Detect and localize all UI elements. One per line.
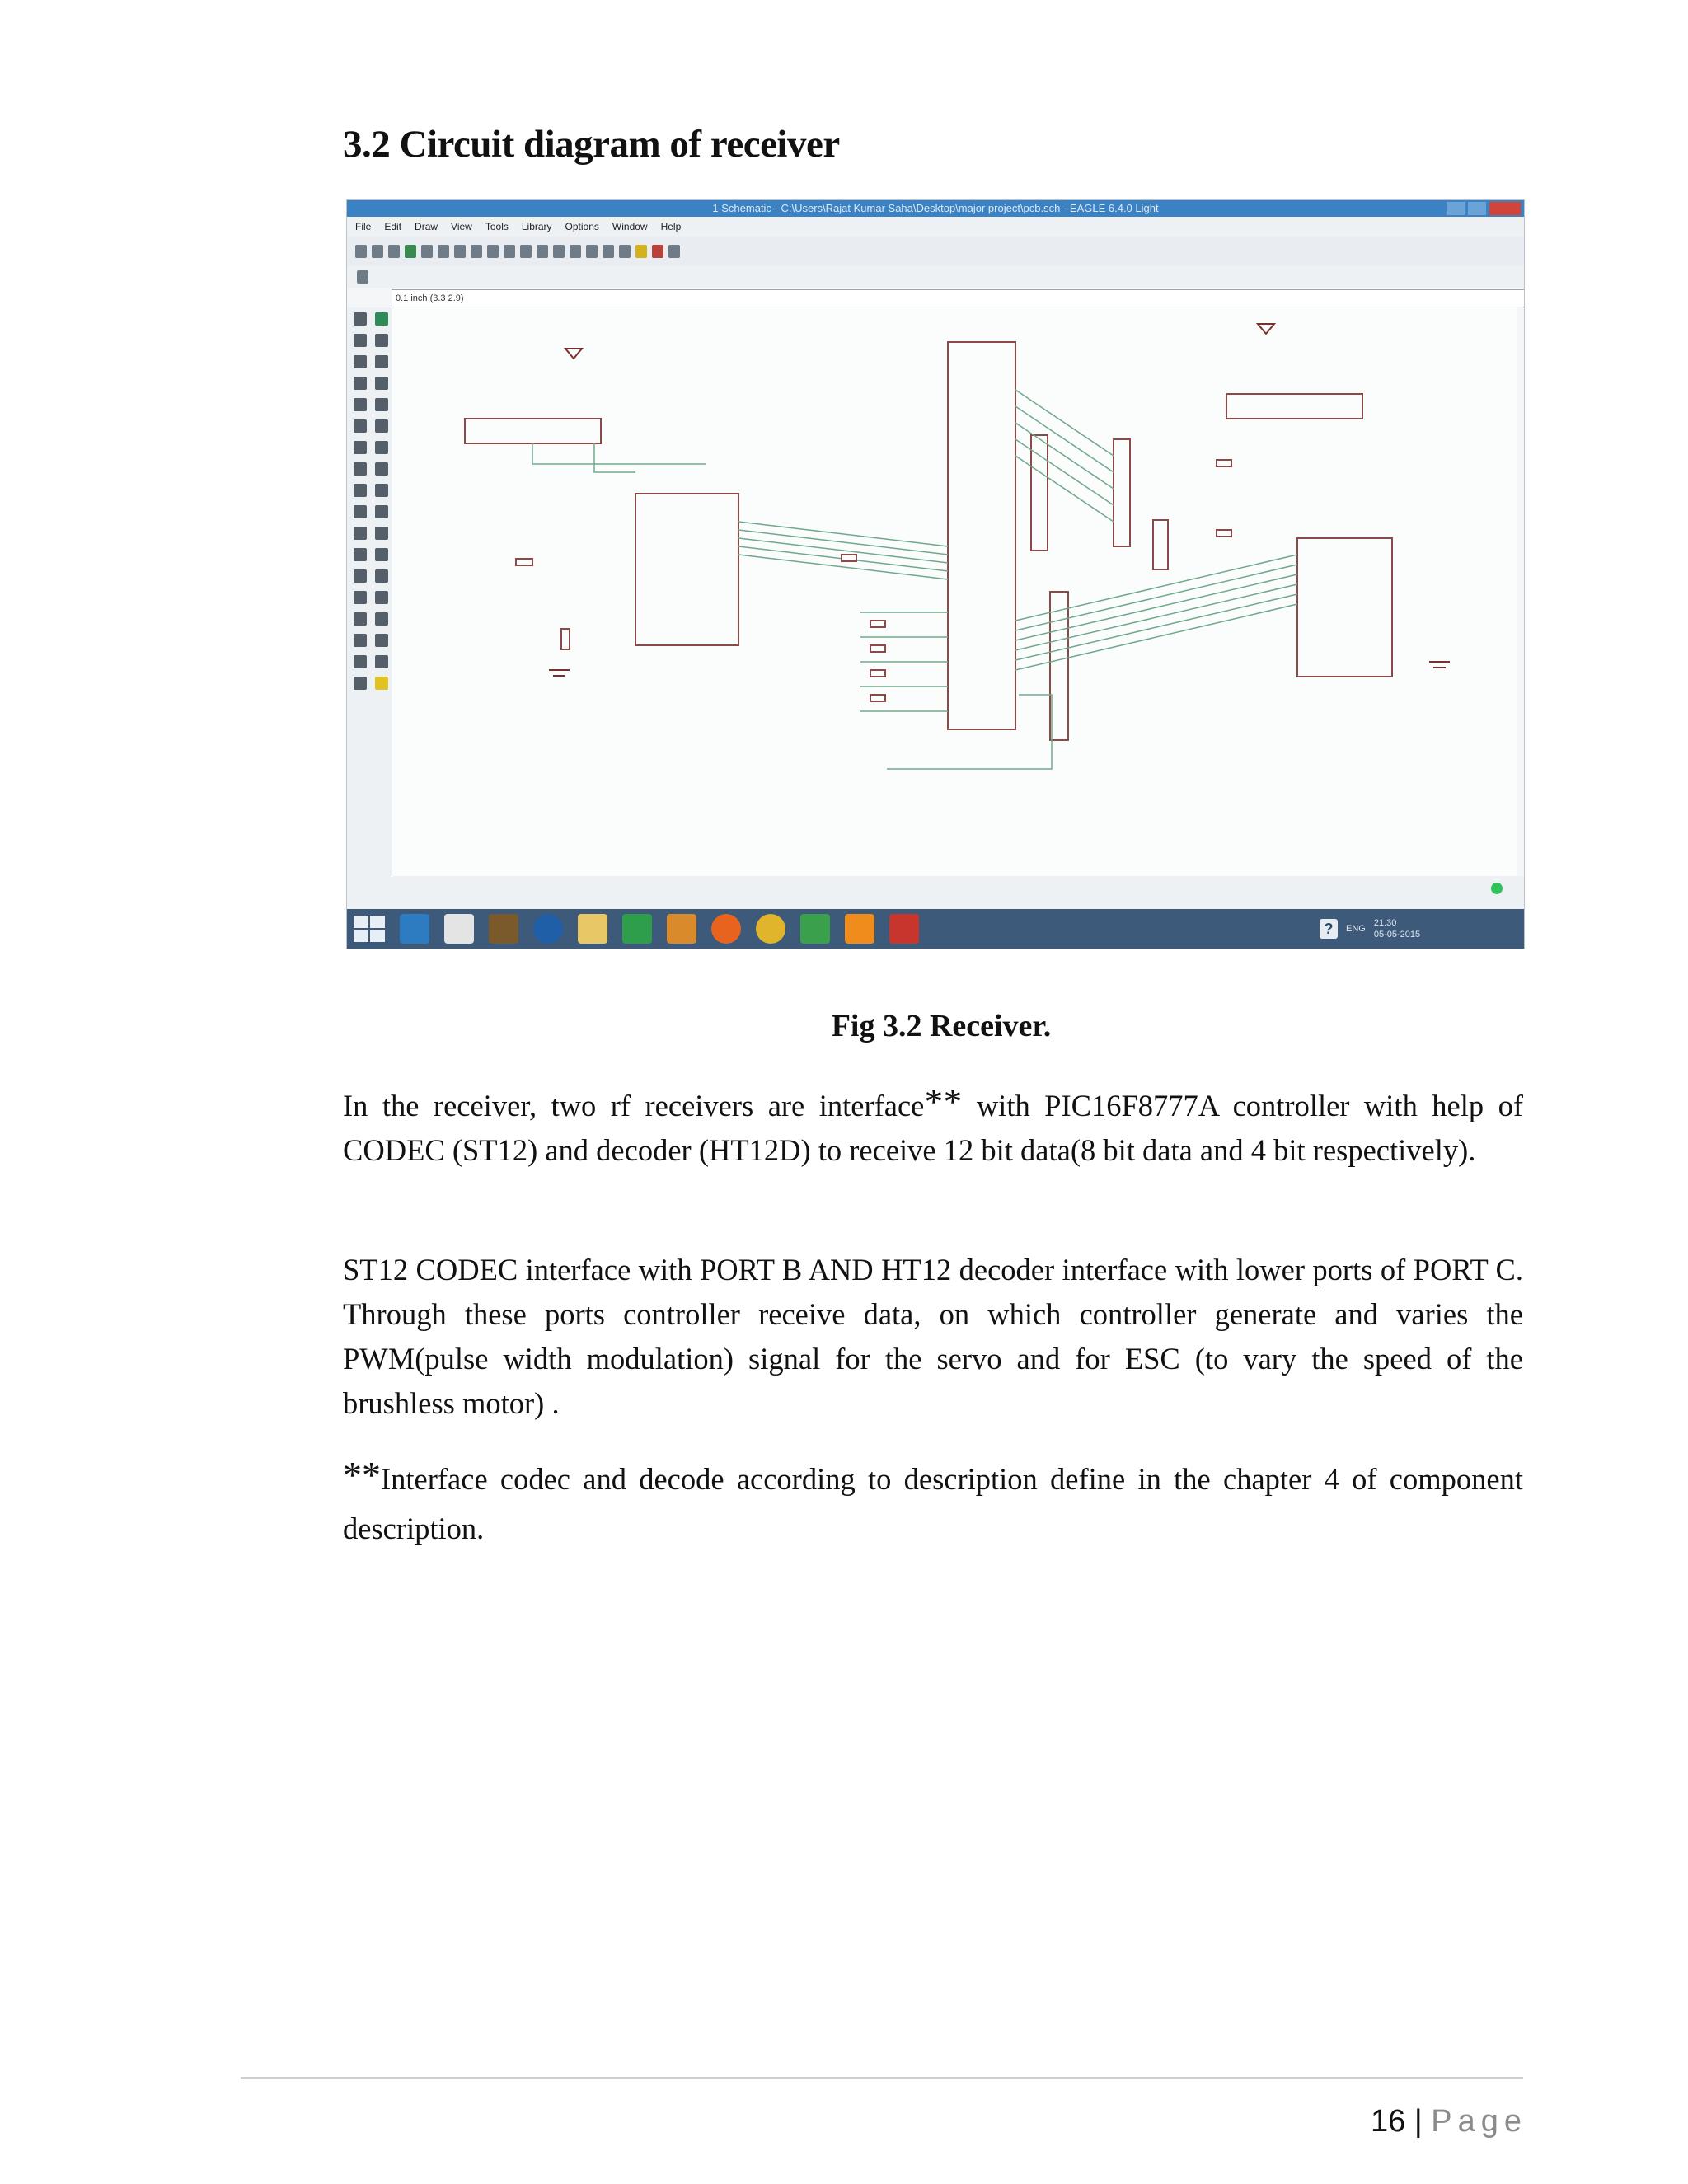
page-separator: | (1414, 2104, 1423, 2139)
menu-window[interactable]: Window (612, 221, 648, 232)
footnote-marker: ** (924, 1080, 963, 1122)
help-icon[interactable] (635, 245, 647, 258)
miter-icon[interactable] (375, 505, 388, 518)
resistor-symbol (870, 670, 885, 677)
eagle-icon[interactable] (800, 914, 830, 944)
port-b-wires (1015, 555, 1297, 670)
change-icon[interactable] (375, 398, 388, 411)
menu-library[interactable]: Library (521, 221, 552, 232)
chrome-icon[interactable] (756, 914, 785, 944)
smash-icon[interactable] (354, 505, 367, 518)
resistor-symbol (1217, 460, 1231, 466)
servo-wires (1015, 390, 1114, 522)
data-bus-wires (738, 522, 948, 579)
resistor-symbol (842, 555, 856, 561)
header-symbol (1031, 435, 1048, 551)
pinswap-icon[interactable] (375, 441, 388, 454)
script-icon[interactable] (471, 245, 482, 258)
menu-draw[interactable]: Draw (415, 221, 438, 232)
replace-icon[interactable] (354, 462, 367, 476)
rect-icon[interactable] (354, 591, 367, 604)
menu-options[interactable]: Options (565, 221, 599, 232)
zoom-in-icon[interactable] (504, 245, 515, 258)
player-icon[interactable] (667, 914, 696, 944)
add-icon[interactable] (354, 441, 367, 454)
design-link-icon[interactable] (652, 245, 663, 258)
zoom-redraw-icon[interactable] (537, 245, 548, 258)
resistor-symbol (870, 645, 885, 652)
redo-icon[interactable] (586, 245, 598, 258)
receiver1-header-symbol (465, 419, 601, 443)
bus-icon[interactable] (354, 612, 367, 626)
windows-start-icon[interactable] (354, 916, 385, 942)
footer-divider (241, 2077, 1523, 2079)
zoom-select-icon[interactable] (553, 245, 565, 258)
explorer-icon[interactable] (578, 914, 607, 944)
resistor-symbol (1217, 530, 1231, 537)
window-title: 1 Schematic - C:\Users\Rajat Kumar Saha\Desktop\major project\pcb.sch - EAGLE 6.4.0 Light (712, 202, 1159, 214)
controller-ic-symbol (948, 342, 1015, 729)
open-icon[interactable] (355, 245, 367, 258)
sheet-icon[interactable] (421, 245, 433, 258)
section-heading: 3.2 Circuit diagram of receiver (343, 123, 840, 166)
p1-text-a: In the receiver, two rf receivers are interface (343, 1089, 925, 1122)
zoom-fit-icon[interactable] (487, 245, 499, 258)
antenna-icon (565, 349, 582, 359)
resistor-symbol (561, 629, 570, 649)
footnote-text: Interface codec and decode according to description define in the chapter 4 of component description. (343, 1462, 1523, 1545)
pdf-icon[interactable] (889, 914, 919, 944)
split-icon[interactable] (354, 527, 367, 540)
return-wire (887, 695, 1052, 769)
menu-help[interactable]: Help (660, 221, 682, 232)
header-symbol (1114, 439, 1130, 546)
paragraph-1 (343, 1080, 1523, 1173)
display-icon[interactable] (354, 334, 367, 347)
maximize-button[interactable] (1468, 202, 1486, 215)
window-titlebar (347, 200, 1524, 217)
p1-text-b: with PIC16F8777A controller with help of CODEC (ST12) and decoder (HT12D) to receive 12 bit data(8 bit data and 4 bit respectively). (343, 1089, 1523, 1167)
zoom-out-icon[interactable] (520, 245, 532, 258)
junction-icon[interactable] (354, 634, 367, 647)
status-light-icon (1491, 883, 1503, 894)
hp-icon[interactable] (533, 914, 563, 944)
info-icon[interactable] (354, 312, 367, 326)
help-tray-icon[interactable]: ? (1320, 919, 1338, 939)
wire-icon[interactable] (354, 548, 367, 561)
page-label: Page (1431, 2104, 1527, 2139)
mark-icon[interactable] (375, 334, 388, 347)
camera-icon[interactable] (444, 914, 474, 944)
media-icon[interactable] (489, 914, 518, 944)
attribute-icon[interactable] (354, 655, 367, 668)
group-icon[interactable] (354, 398, 367, 411)
menu-view[interactable]: View (451, 221, 472, 232)
decoder-ic-symbol (635, 494, 738, 645)
board-icon[interactable] (405, 245, 416, 258)
label-icon[interactable] (375, 634, 388, 647)
invoke-icon[interactable] (375, 527, 388, 540)
receiver2-header-symbol (1226, 394, 1362, 419)
windows-taskbar (347, 909, 1524, 949)
stop-icon[interactable] (603, 245, 614, 258)
firefox-icon[interactable] (711, 914, 741, 944)
tool-palette (347, 307, 392, 876)
secondary-toolbar (347, 266, 1524, 288)
schematic-canvas[interactable] (392, 307, 1517, 876)
ground-icon (549, 670, 570, 676)
show-icon[interactable] (375, 312, 388, 326)
polygon-icon[interactable] (375, 591, 388, 604)
footnote-marker: ** (343, 1454, 381, 1496)
page-footer (1371, 2104, 1527, 2139)
rotate-icon[interactable] (375, 377, 388, 390)
paragraph-2: ST12 CODEC interface with PORT B AND HT12 decoder interface with lower ports of PORT C. Through these ports controller receive data, on which controller generate and varies the PWM(pulse width modulation) signal for the servo and for ESC (to vary the speed of the brushless motor) . (343, 1253, 1523, 1420)
ulp-icon[interactable] (454, 245, 466, 258)
vlc-icon[interactable] (845, 914, 874, 944)
resistor-symbol (870, 695, 885, 701)
rf-link-wires (532, 443, 706, 472)
store-icon[interactable] (622, 914, 652, 944)
status-area (347, 876, 1524, 909)
value-icon[interactable] (375, 484, 388, 497)
print-icon[interactable] (388, 245, 400, 258)
header-symbol (1153, 520, 1168, 569)
menu-tools[interactable]: Tools (485, 221, 509, 232)
name-icon[interactable] (354, 484, 367, 497)
ie-icon[interactable] (400, 914, 429, 944)
output-header-symbol (1050, 592, 1068, 740)
schematic-drawing (392, 307, 1517, 876)
ltc-icon[interactable] (668, 245, 680, 258)
mirror-icon[interactable] (354, 377, 367, 390)
system-tray (1320, 914, 1517, 944)
move-icon[interactable] (354, 355, 367, 368)
menu-bar (347, 217, 1524, 237)
page-number: 16 (1370, 2104, 1406, 2139)
footnote-paragraph (343, 1455, 1523, 1554)
figure-caption: Fig 3.2 Receiver. (831, 1009, 1052, 1043)
tray-date: 05-05-2015 (1373, 930, 1421, 940)
save-icon[interactable] (372, 245, 383, 258)
grid-icon[interactable] (357, 270, 368, 284)
codec-ic-symbol (1297, 538, 1392, 677)
antenna-icon (1258, 324, 1274, 334)
undo-icon[interactable] (570, 245, 581, 258)
errors-icon[interactable] (375, 677, 388, 690)
net-icon[interactable] (375, 612, 388, 626)
sheet-select-icon[interactable] (438, 245, 449, 258)
gateswap-icon[interactable] (375, 462, 388, 476)
close-button[interactable] (1489, 202, 1521, 215)
copy-icon[interactable] (375, 355, 388, 368)
schematic-screenshot (346, 199, 1525, 949)
resistor-symbol (516, 559, 532, 565)
menu-file[interactable]: File (355, 221, 372, 232)
main-toolbar (347, 237, 1524, 266)
ground-icon (1429, 662, 1450, 668)
dimension-icon[interactable] (375, 655, 388, 668)
delete-icon[interactable] (375, 419, 388, 433)
resistor-symbol (870, 621, 885, 627)
text-icon[interactable] (375, 548, 388, 561)
go-icon[interactable] (619, 245, 631, 258)
erc-icon[interactable] (354, 677, 367, 690)
paste-icon[interactable] (354, 419, 367, 433)
arc-icon[interactable] (375, 569, 388, 583)
circle-icon[interactable] (354, 569, 367, 583)
grid-readout[interactable]: 0.1 inch (3.3 2.9) (392, 289, 1525, 307)
tray-clock[interactable] (1374, 917, 1420, 940)
tray-lang[interactable]: ENG (1346, 924, 1366, 934)
tray-time: 21:30 (1373, 918, 1397, 928)
minimize-button[interactable] (1447, 202, 1465, 215)
menu-edit[interactable]: Edit (384, 221, 402, 232)
